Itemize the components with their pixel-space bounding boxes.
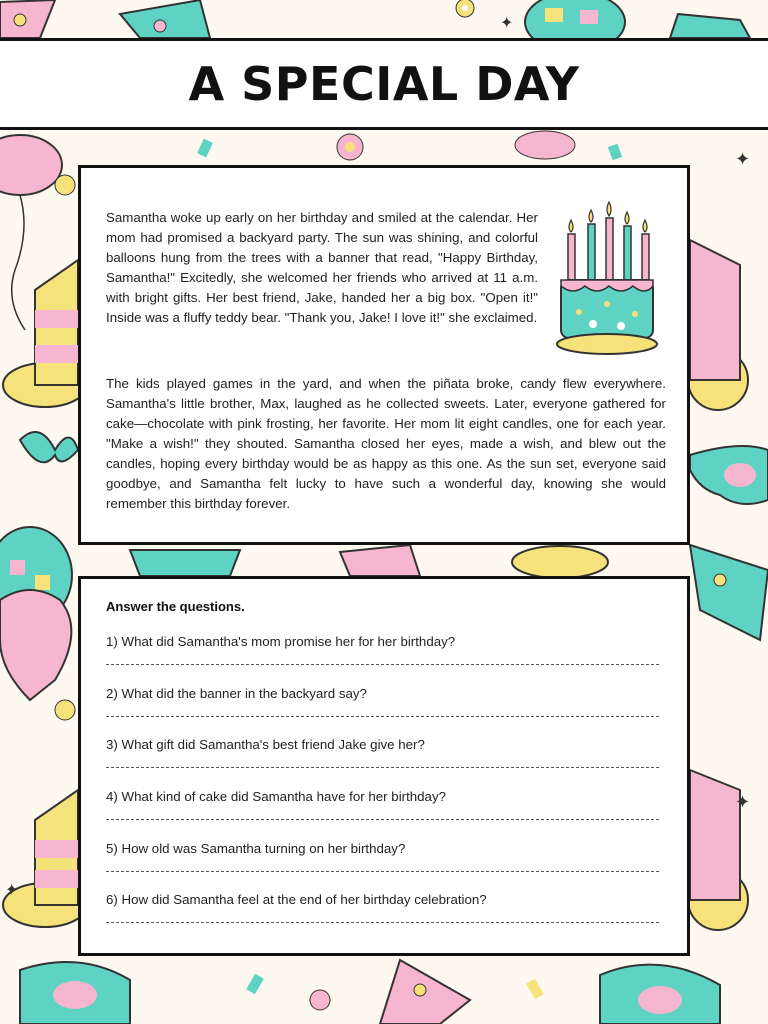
question-text: 2) What did the banner in the backyard say? bbox=[106, 685, 367, 701]
answer-line[interactable] bbox=[106, 870, 659, 872]
party-glasses-icon bbox=[690, 446, 768, 504]
story-paragraph: The kids played games in the yard, and when the piñata broke, candy flew everywhere. Samantha's little brother, Max, laughed as he collected sweets. Later, everyone gathered for cake—chocolate with pink frosting, her favorite. Her mom lit eight candles, one for each year. "Make a wish!" they shouted. Samantha closed her eyes, made a wish, and blew out the candles, hoping every birthday would be as happy as this one. As the sun set, everyone said goodbye, and Samantha felt lucky to have such a wonderful day, knowing she would remember this birthday forever. bbox=[106, 376, 666, 511]
flower-icon bbox=[456, 0, 474, 17]
party-hat-icon bbox=[380, 960, 470, 1024]
answer-line[interactable] bbox=[106, 921, 659, 923]
question-item bbox=[106, 685, 661, 737]
question-text: 4) What kind of cake did Samantha have for her birthday? bbox=[106, 789, 446, 805]
balloon-icon bbox=[0, 590, 71, 700]
party-glasses-icon bbox=[600, 965, 720, 1024]
question-item bbox=[106, 840, 661, 892]
question-item bbox=[106, 788, 661, 840]
party-hat-icon bbox=[670, 14, 750, 38]
birthday-cake-icon bbox=[555, 194, 659, 364]
svg-text:✦: ✦ bbox=[5, 882, 19, 899]
title-banner bbox=[0, 38, 768, 130]
question-text: 5) How old was Samantha turning on her birthday? bbox=[106, 840, 406, 856]
party-glasses-icon bbox=[20, 962, 130, 1024]
question-item bbox=[106, 736, 661, 788]
party-hat-icon bbox=[130, 545, 608, 578]
question-text: 6) How did Samantha feel at the end of her birthday celebration? bbox=[106, 892, 487, 908]
questions-heading: Answer the questions. bbox=[106, 599, 245, 614]
party-hat-icon bbox=[0, 0, 55, 38]
svg-text:✦: ✦ bbox=[500, 15, 514, 32]
question-list bbox=[106, 633, 661, 943]
party-hat-icon bbox=[690, 545, 768, 640]
cake-slice-icon bbox=[3, 790, 87, 927]
questions-panel bbox=[78, 576, 690, 956]
confetti-icon bbox=[197, 131, 622, 160]
answer-line[interactable] bbox=[106, 766, 659, 768]
gift-bow-icon bbox=[20, 432, 78, 462]
page-title: A SPECIAL DAY bbox=[188, 57, 580, 111]
answer-line[interactable] bbox=[106, 715, 659, 717]
question-text: 1) What did Samantha's mom promise her for her birthday? bbox=[106, 634, 456, 649]
svg-text:✦: ✦ bbox=[735, 792, 751, 812]
question-item bbox=[106, 633, 661, 685]
story-paragraph: Samantha woke up early on her birthday and smiled at the calendar. Her mom had promised a backyard party. The sun was shining, and colorful balloons hung from the trees with a banner that read, "Happy Birthday, Samantha!" Excitedly, she welcomed her friends who arrived at 11 a.m. with bright gifts. Her best friend, Jake, handed her a big box. "Open it!" Inside was a fluffy teddy bear. "Thank you, Jake! I love it!" she exclaimed. bbox=[106, 210, 538, 325]
svg-text:✦: ✦ bbox=[735, 149, 751, 169]
cake-slice-icon bbox=[688, 240, 748, 410]
cake-slice-icon bbox=[3, 260, 87, 407]
question-text: 3) What gift did Samantha's best friend Jake give her? bbox=[106, 737, 425, 753]
answer-line[interactable] bbox=[106, 663, 659, 665]
question-item bbox=[106, 891, 661, 943]
party-hat-icon bbox=[120, 0, 210, 38]
story-panel bbox=[78, 165, 690, 545]
answer-line[interactable] bbox=[106, 818, 659, 820]
